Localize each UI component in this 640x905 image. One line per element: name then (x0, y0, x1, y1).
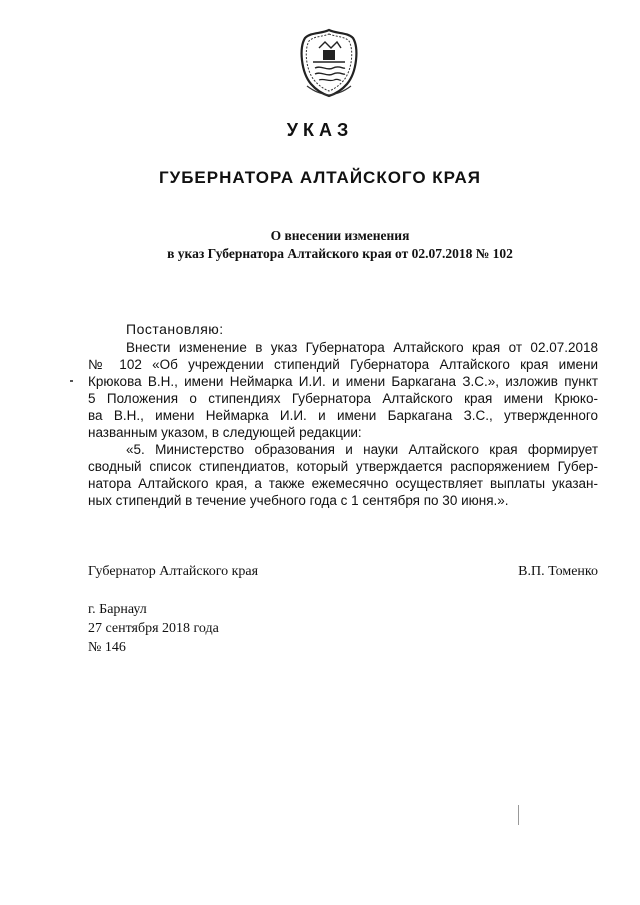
body-line-5: ва В.Н., имени Неймарка И.И. и имени Баркагана З.С., утвержденного (88, 408, 598, 423)
body-line-1: Внести изменение в указ Губернатора Алтайского края от 02.07.2018 (126, 340, 598, 355)
signature-block (88, 564, 598, 580)
decree-number: № 146 (88, 640, 126, 655)
subject-line-1: О внесении изменения (270, 228, 410, 243)
decree-subject (0, 227, 640, 263)
margin-mark (70, 380, 73, 382)
subject-line-2: в указ Губернатора Алтайского края от 02.07.2018 № 102 (167, 246, 513, 261)
body-line-3: Крюкова В.Н., имени Неймарка И.И. и имени Баркагана З.С.», изложив пункт (88, 374, 598, 389)
body-line-10: ных стипендий в течение учебного года с 1 сентября по 30 июня.». (88, 493, 509, 508)
body-line-7: «5. Министерство образования и науки Алтайского края формирует (126, 442, 598, 457)
decree-word: Постановляю: (126, 321, 224, 337)
issue-details (88, 600, 219, 657)
issuer-heading: ГУБЕРНАТОРА АЛТАЙСКОГО КРАЯ (158, 168, 482, 187)
coat-of-arms-icon (297, 28, 361, 98)
body-line-2: № 102 «Об учреждении стипендий Губернатора Алтайского края имени (88, 357, 598, 372)
body-line-4: 5 Положения о стипендиях Губернатора Алтайского края имени Крюко- (88, 391, 598, 406)
body-line-9: натора Алтайского края, а также ежемесячно осуществляет выплаты указан- (88, 476, 598, 491)
issue-date: 27 сентября 2018 года (88, 621, 219, 636)
issue-city: г. Барнаул (88, 602, 147, 617)
signatory-name: В.П. Томенко (518, 564, 598, 579)
decree-body (88, 321, 598, 509)
decree-type-heading: УКАЗ (286, 120, 354, 140)
body-line-6: названным указом, в следующей редакции: (88, 425, 362, 440)
body-line-8: сводный список стипендиатов, который утверждается распоряжением Губер- (88, 459, 598, 474)
signatory-position: Губернатор Алтайского края (88, 564, 259, 579)
scan-artifact (518, 805, 519, 825)
